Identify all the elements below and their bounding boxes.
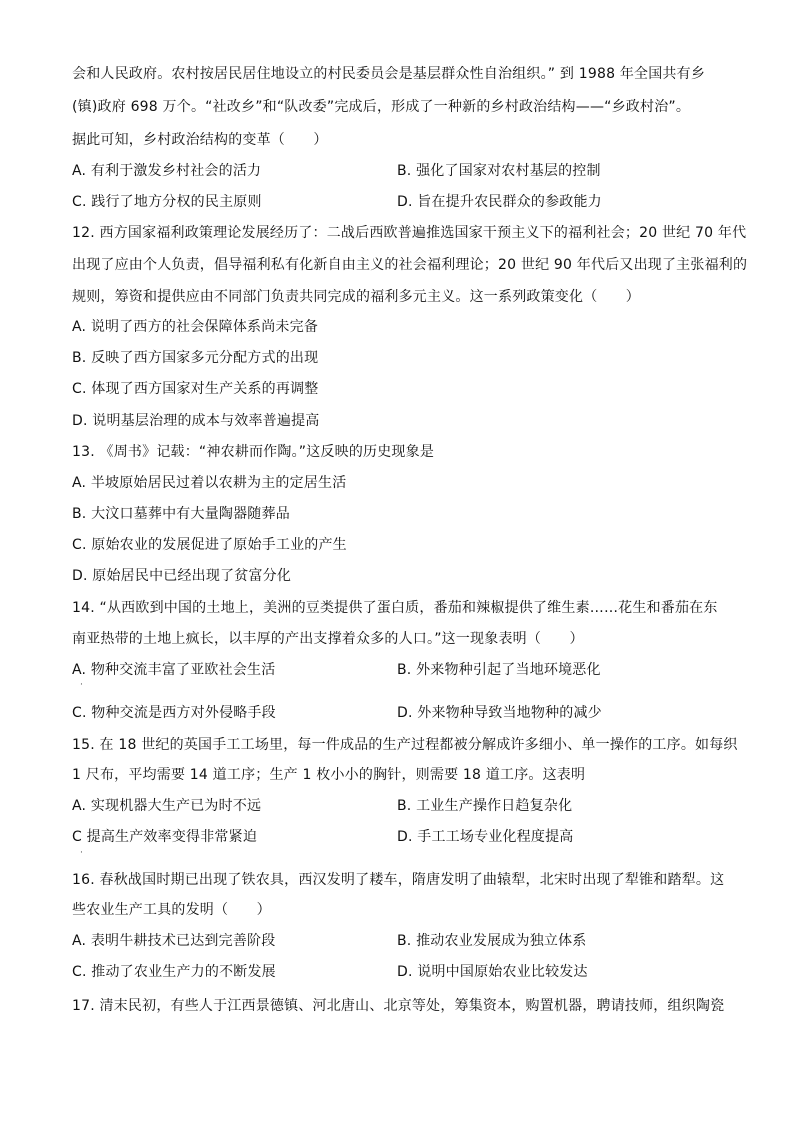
q11-option-c: C. 践行了地方分权的民主原则 [72,194,262,210]
passage-line: 会和人民政府。农村按居民居住地设立的村民委员会是基层群众性自治组织。” 到 1988 年全国共有乡 [72,66,706,82]
q14-stem: 南亚热带的土地上疯长，以丰厚的产出支撑着众多的人口。”这一现象表明（ ） [72,631,584,647]
q16-option-d: D. 说明中国原始农业比较发达 [397,964,588,980]
q13-option-b: B. 大汶口墓葬中有大量陶器随葬品 [72,506,290,522]
q14-option-d: D. 外来物种导致当地物种的减少 [397,705,602,721]
q13-option-a: A. 半坡原始居民过着以农耕为主的定居生活 [72,475,347,491]
q12-option-b: B. 反映了西方国家多元分配方式的出现 [72,350,319,366]
q16-option-a: A. 表明牛耕技术已达到完善阶段 [72,933,276,949]
q13-stem: 13. 《周书》记载：“神农耕而作陶。”这反映的历史现象是 [72,444,435,460]
q15-option-d: D. 手工工场专业化程度提高 [397,829,574,845]
q16-option-b: B. 推动农业发展成为独立体系 [397,933,587,949]
q13-option-c: C. 原始农业的发展促进了原始手工业的产生 [72,537,347,553]
scan-mark: · [80,848,83,858]
q14-option-a: A. 物种交流丰富了亚欧社会生活 [72,662,276,678]
q12-stem: 规则，筹资和提供应由不同部门负责共同完成的福利多元主义。这一系列政策变化（ ） [72,289,640,305]
q11-option-a: A. 有利于激发乡村社会的活力 [72,163,262,179]
q15-stem: 15. 在 18 世纪的英国手工工场里，每一件成品的生产过程都被分解成许多细小、单一操作的工序。如每织 [72,737,738,753]
q14-stem: 14. “从西欧到中国的土地上，美洲的豆类提供了蛋白质，番茄和辣椒提供了维生素……花生和番茄在东 [72,600,718,616]
passage-line: 据此可知，乡村政治结构的变革（ ） [72,132,328,148]
q16-stem: 些农业生产工具的发明（ ） [72,902,271,918]
q17-stem: 17. 清末民初，有些人于江西景德镇、河北唐山、北京等处，筹集资本，购置机器，聘请技师，组织陶瓷 [72,998,725,1014]
q15-stem: 1 尺布，平均需要 14 道工序；生产 1 枚小小的胸针，则需要 18 道工序。这表明 [72,767,586,783]
q15-option-a: A. 实现机器大生产已为时不远 [72,798,262,814]
q14-option-b: B. 外来物种引起了当地环境恶化 [397,662,601,678]
q12-option-a: A. 说明了西方的社会保障体系尚未完备 [72,319,319,335]
q16-option-c: C. 推动了农业生产力的不断发展 [72,964,276,980]
q15-option-b: B. 工业生产操作日趋复杂化 [397,798,573,814]
q11-option-b: B. 强化了国家对农村基层的控制 [397,163,601,179]
q15-option-c: C 提高生产效率变得非常紧迫 [72,829,258,845]
passage-line: (镇)政府 698 万个。“社改乡”和“队改委”完成后，形成了一种新的乡村政治结构——“乡政村治”。 [72,99,691,115]
q12-stem: 出现了应由个人负责，倡导福利私有化新自由主义的社会福利理论；20 世纪 90 年代后又出现了主张福利的 [72,257,748,273]
q14-option-c: C. 物种交流是西方对外侵略手段 [72,705,276,721]
q11-option-d: D. 旨在提升农民群众的参政能力 [397,194,602,210]
q16-stem: 16. 春秋战国时期已出现了铁农具，西汉发明了耧车，隋唐发明了曲辕犁，北宋时出现了犁锥和踏犁。这 [72,872,725,888]
q12-option-d: D. 说明基层治理的成本与效率普遍提高 [72,413,320,429]
q12-option-c: C. 体现了西方国家对生产关系的再调整 [72,381,319,397]
q13-option-d: D. 原始居民中已经出现了贫富分化 [72,568,292,584]
scan-mark: · [80,680,83,690]
q12-stem: 12. 西方国家福利政策理论发展经历了：二战后西欧普遍推选国家干预主义下的福利社会；20 世纪 70 年代 [72,225,747,241]
